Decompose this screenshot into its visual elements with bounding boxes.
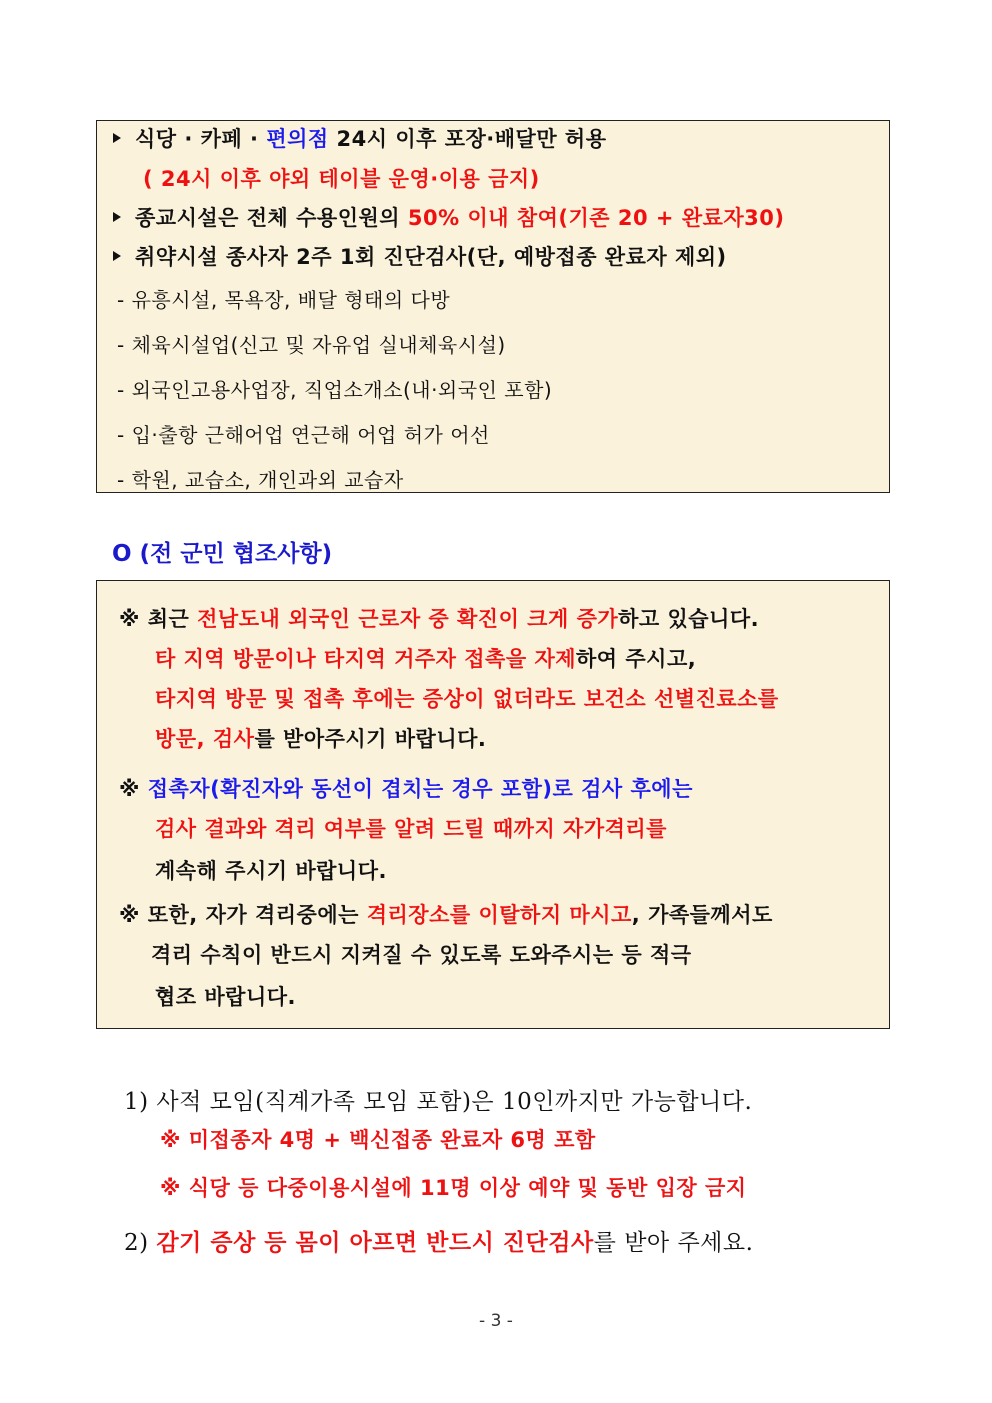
numbered-item-1-note-1: ※ 미접종자 4명 + 백신접종 완료자 6명 포함 [160,1128,596,1152]
numbered-item-1-note-2: ※ 식당 등 다중이용시설에 11명 이상 예약 및 동반 입장 금지 [160,1176,747,1200]
note-2-line-1: ※ 접촉자(확진자와 동선이 겹치는 경우 포함)로 검사 후에는 [119,777,693,801]
note-2-line-3: 계속해 주시기 바랍니다. [155,859,387,883]
section-heading: O (전 군민 협조사항) [112,541,333,567]
page-number: - 3 - [479,1311,513,1331]
note-3-line-1: ※ 또한, 자가 격리중에는 격리장소를 이탈하지 마시고, 가족들께서도 [119,903,773,927]
note-1-line-1: ※ 최근 전남도내 외국인 근로자 중 확진이 크게 증가하고 있습니다. [119,607,760,631]
numbered-item-2: 2) 감기 증상 등 몸이 아프면 반드시 진단검사를 받아 주세요. [124,1230,754,1256]
dash-item: - 외국인고용사업장, 직업소개소(내·외국인 포함) [117,378,553,402]
note-1-line-4: 방문, 검사를 받아주시기 바랍니다. [155,727,487,751]
cooperation-box [96,580,890,1029]
triangle-bullet-icon [113,133,121,143]
dash-item: - 체육시설업(신고 및 자유업 실내체육시설) [117,333,506,357]
dash-item: - 유흥시설, 목욕장, 배달 형태의 다방 [117,288,451,312]
note-3-line-3: 협조 바랍니다. [155,985,297,1009]
note-1-line-3: 타지역 방문 및 접촉 후에는 증상이 없더라도 보건소 선별진료소를 [155,687,779,711]
note-1-line-2: 타 지역 방문이나 타지역 거주자 접촉을 자제하여 주시고, [155,647,697,671]
dash-item: - 입·출항 근해어업 연근해 어업 허가 어선 [117,423,490,447]
bullet-line-2: 종교시설은 전체 수용인원의 50% 이내 참여(기존 20 + 완료자30) [113,202,785,232]
note-3-line-2: 격리 수칙이 반드시 지켜질 수 있도록 도와주시는 등 적극 [151,943,692,967]
dash-item: - 학원, 교습소, 개인과외 교습자 [117,468,404,492]
numbered-item-1: 1) 사적 모임(직계가족 모임 포함)은 10인까지만 가능합니다. [124,1089,753,1115]
bullet-line-3: 취약시설 종사자 2주 1회 진단검사(단, 예방접종 완료자 제외) [113,241,727,271]
triangle-bullet-icon [113,212,121,222]
bullet-line-1-sub: ( 24시 이후 야외 테이블 운영·이용 금지) [143,167,540,191]
bullet-line-1: 식당 · 카페 · 편의점 24시 이후 포장·배달만 허용 [113,123,607,153]
restriction-box [96,120,890,493]
triangle-bullet-icon [113,251,121,261]
note-2-line-2: 검사 결과와 격리 여부를 알려 드릴 때까지 자가격리를 [155,817,667,841]
